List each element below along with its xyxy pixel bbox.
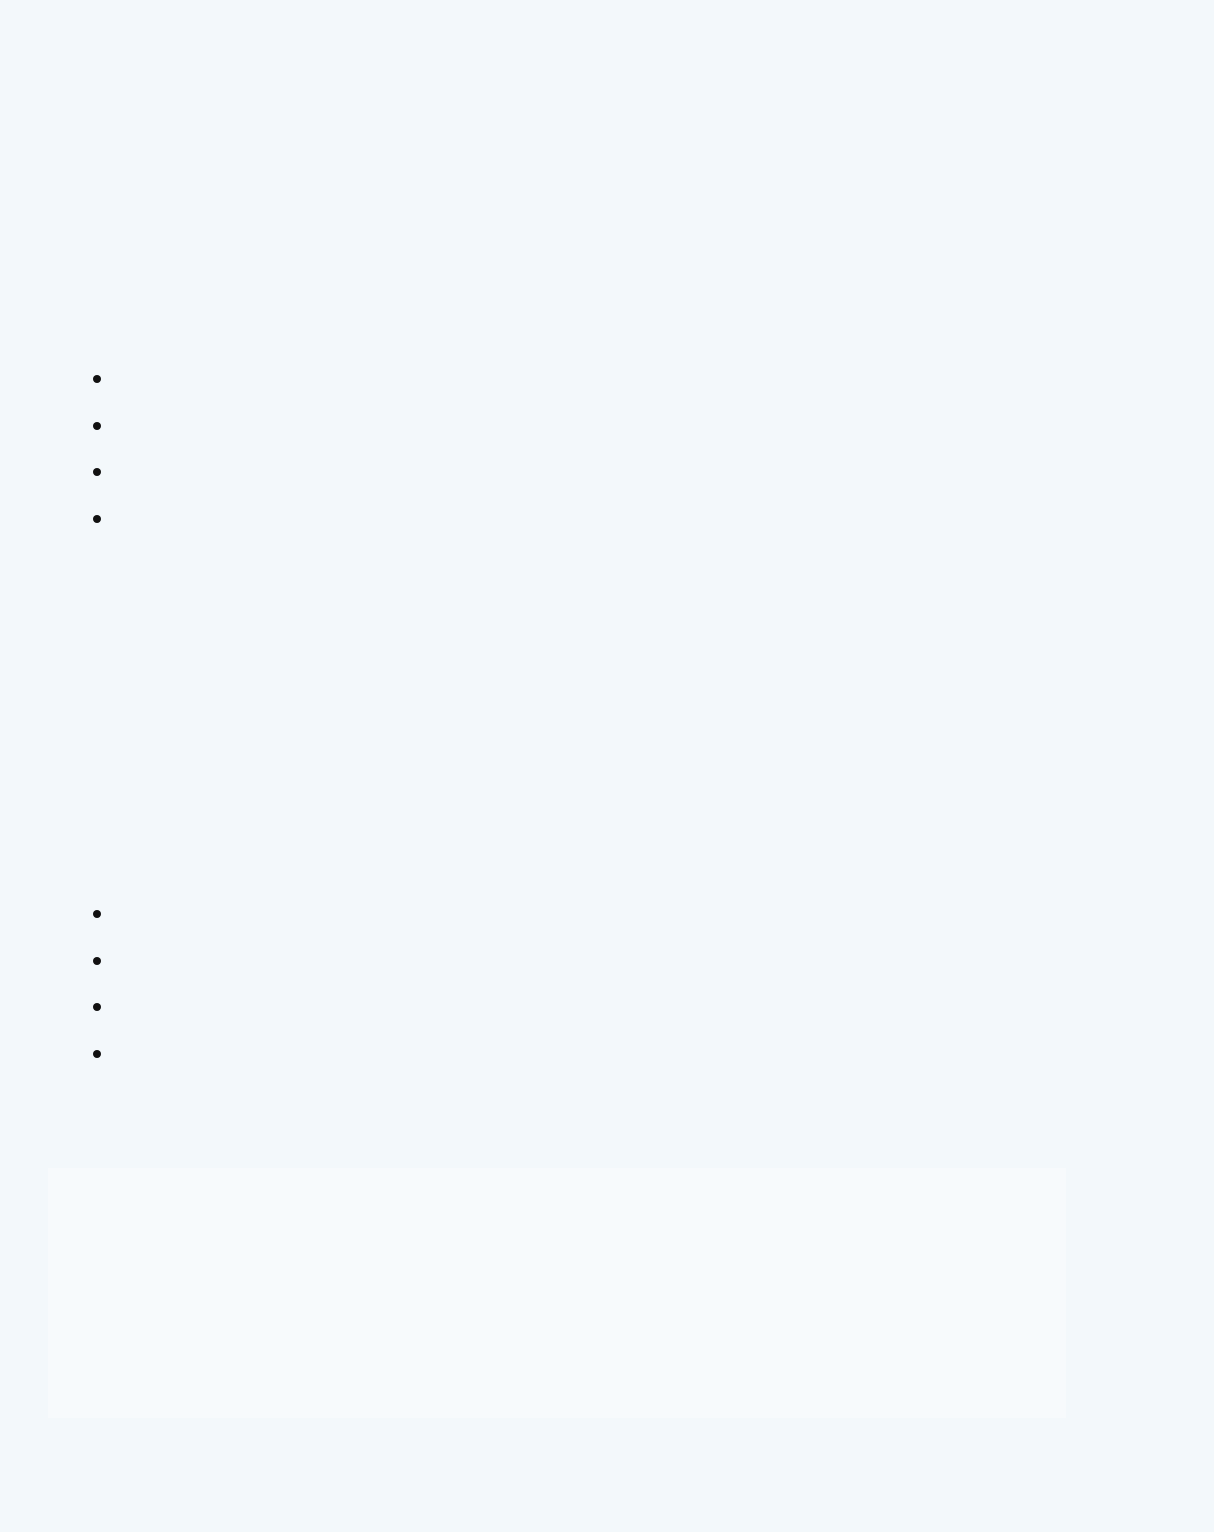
list-item xyxy=(116,890,1201,937)
list-item xyxy=(116,448,1201,495)
list-item xyxy=(116,495,1201,542)
back-to-school-logo xyxy=(420,1232,765,1382)
list-item xyxy=(116,1030,1201,1077)
list-item xyxy=(116,355,1201,402)
list-item xyxy=(116,937,1201,984)
list-item xyxy=(116,983,1201,1030)
daily-supply-list xyxy=(70,890,1201,1076)
pencil-border-bottom xyxy=(0,1412,1214,1532)
pencil-border-top xyxy=(0,0,1214,170)
list-item xyxy=(116,402,1201,449)
classroom-supply-list xyxy=(70,355,1201,541)
